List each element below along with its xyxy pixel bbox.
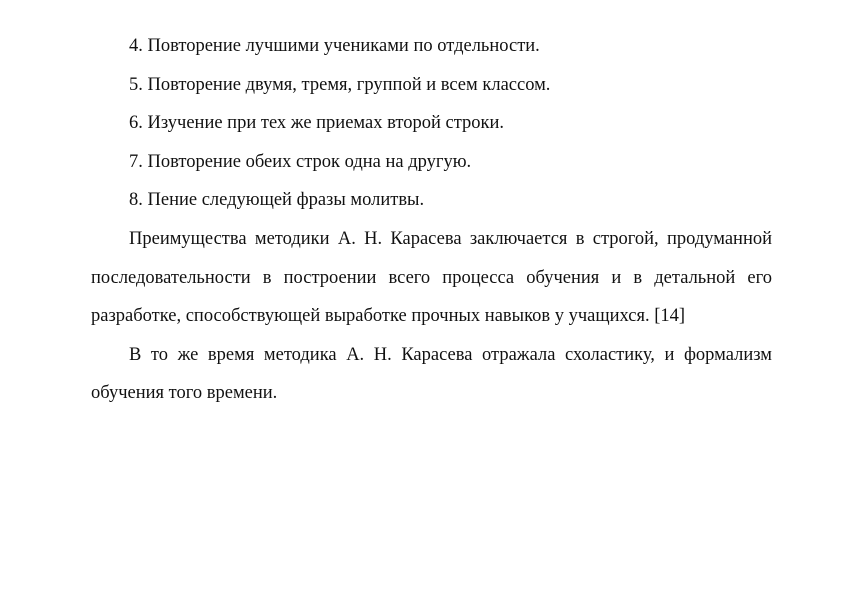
- list-item-7: 7. Повторение обеих строк одна на другую.: [129, 151, 472, 172]
- paragraph-advantages: Преимущества методики А. Н. Карасева заключается в строгой, продуманной последовательности в построении всего процесса обучения и в детальной его разработке, способствующей выработке прочных навыков у учащихся. [14]: [91, 228, 772, 327]
- list-item-5: 5. Повторение двумя, тремя, группой и всем классом.: [129, 74, 551, 95]
- list-item-4: 4. Повторение лучшими учениками по отдельности.: [129, 36, 540, 56]
- list-item-6: 6. Изучение при тех же приемах второй строки.: [129, 113, 505, 134]
- document-body: [91, 27, 772, 413]
- list-item-8: 8. Пение следующей фразы молитвы.: [129, 190, 425, 211]
- paragraph-scholasticism: В то же время методика А. Н. Карасева отражала схоластику, и формализм обучения того времени.: [91, 344, 772, 404]
